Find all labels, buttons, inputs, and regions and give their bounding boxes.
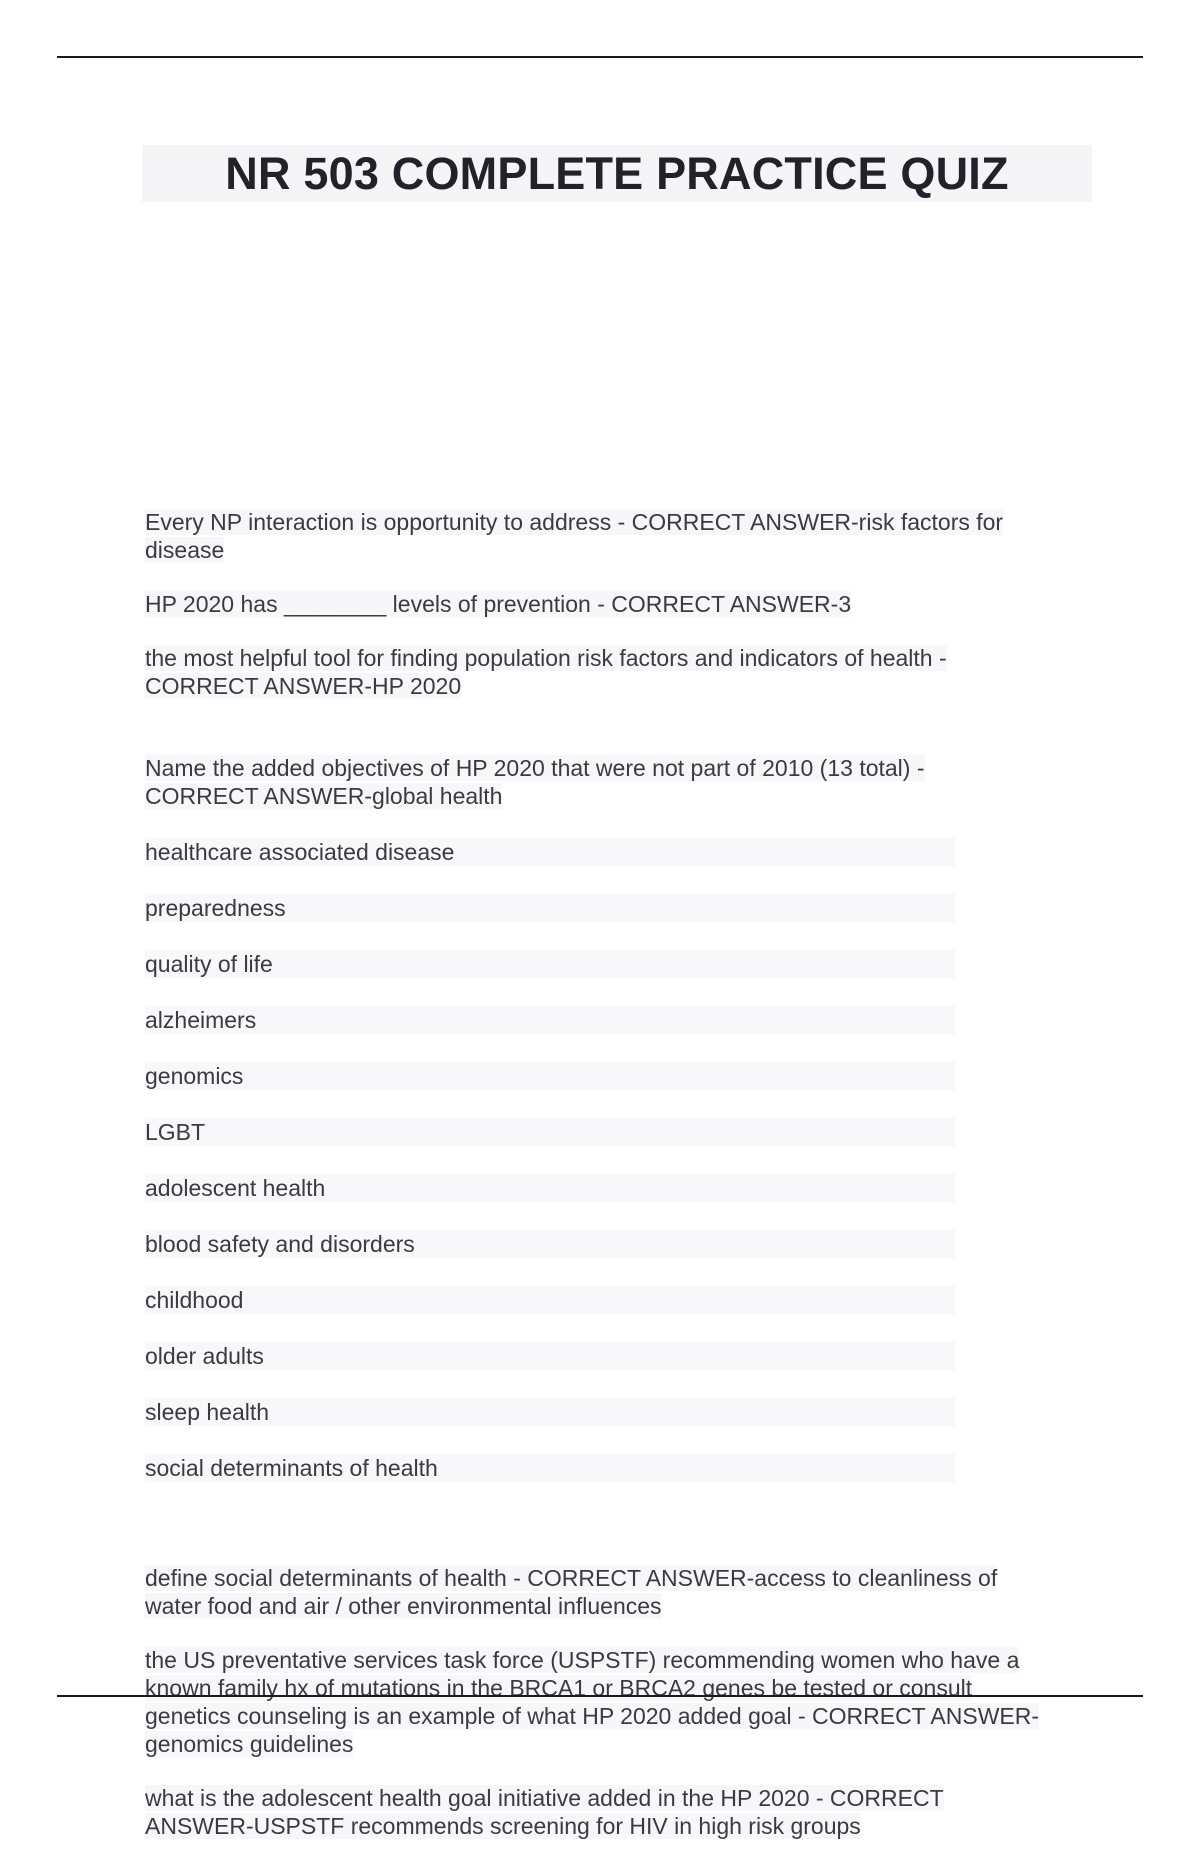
question-item-3 xyxy=(145,644,1095,700)
question-item-6 xyxy=(145,1646,1095,1758)
list-item: preparedness xyxy=(145,894,955,922)
question-text: define social determinants of health - CORRECT ANSWER-access to cleanliness of water food and air / other environmental influences xyxy=(145,1565,998,1619)
list-item: genomics xyxy=(145,1062,955,1090)
list-item: quality of life xyxy=(145,950,955,978)
page-title: NR 503 COMPLETE PRACTICE QUIZ xyxy=(225,148,1009,199)
bottom-divider xyxy=(57,1695,1143,1697)
question-text: what is the adolescent health goal initiative added in the HP 2020 - CORRECT ANSWER-USPSTF recommends screening for HIV in high risk groups xyxy=(145,1785,944,1839)
list-item: adolescent health xyxy=(145,1174,955,1202)
list-item: alzheimers xyxy=(145,1006,955,1034)
question-text: Name the added objectives of HP 2020 that were not part of 2010 (13 total) - CORRECT ANSWER-global health xyxy=(145,755,925,809)
list-item: LGBT xyxy=(145,1118,955,1146)
list-item: blood safety and disorders xyxy=(145,1230,955,1258)
title-banner xyxy=(142,145,1092,202)
top-divider xyxy=(57,56,1143,58)
list-item: social determinants of health xyxy=(145,1454,955,1482)
question-item-7 xyxy=(145,1784,1095,1840)
question-list xyxy=(145,508,1095,1866)
list-item: childhood xyxy=(145,1286,955,1314)
objectives-list xyxy=(145,810,1095,1510)
question-text: HP 2020 has ________ levels of prevention - CORRECT ANSWER-3 xyxy=(145,591,852,617)
question-item-2 xyxy=(145,590,1095,618)
question-item-5 xyxy=(145,1564,1095,1620)
list-item: older adults xyxy=(145,1342,955,1370)
question-text: the most helpful tool for finding population risk factors and indicators of health - CORRECT ANSWER-HP 2020 xyxy=(145,645,947,699)
question-text: the US preventative services task force (USPSTF) recommending women who have a known family hx of mutations in the BRCA1 or BRCA2 genes be tested or consult genetics counseling is an example of what HP 2020 added goal - CORRECT ANSWER- genomics guidelines xyxy=(145,1647,1040,1757)
list-item: sleep health xyxy=(145,1398,955,1426)
question-item-1 xyxy=(145,508,1095,564)
question-item-4 xyxy=(145,726,1095,1538)
question-text: Every NP interaction is opportunity to address - CORRECT ANSWER-risk factors for disease xyxy=(145,509,1004,563)
list-item: healthcare associated disease xyxy=(145,838,955,866)
